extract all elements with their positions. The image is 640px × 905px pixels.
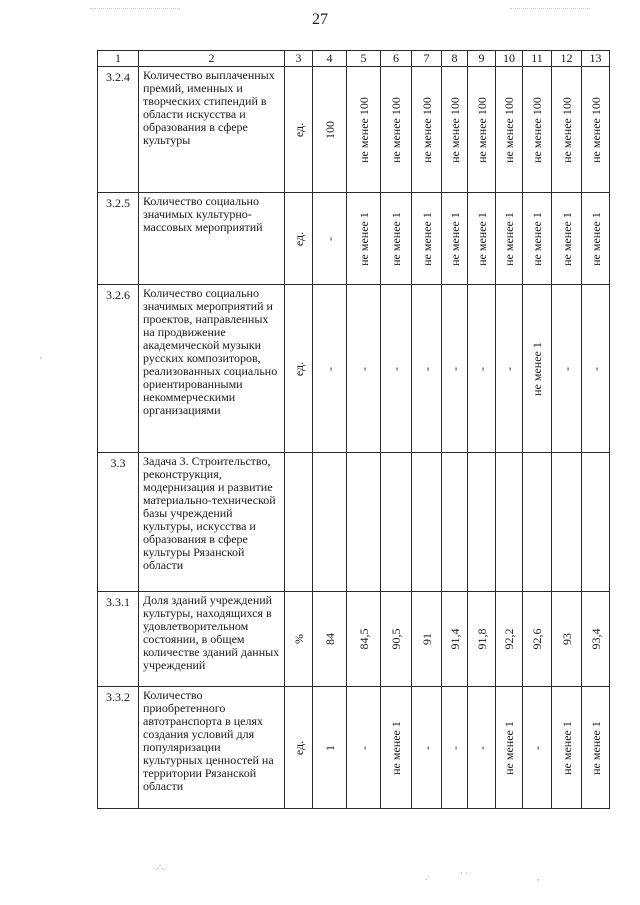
row-value: -	[530, 745, 544, 750]
row-value: 92,2	[502, 628, 516, 650]
row-value-cell	[496, 285, 523, 453]
row-value: не менее 1	[588, 720, 603, 775]
scan-speck: .∴.	[155, 862, 166, 872]
row-base-value: -	[322, 366, 337, 371]
row-name: Количество приобретенного автотранспорта в целях создания условий для популяризации культурных ценностей на территории Рязанской области	[139, 687, 285, 809]
table-row	[98, 687, 610, 809]
row-code: 3.3.1	[98, 592, 139, 687]
row-unit-cell	[285, 453, 313, 592]
table-body	[98, 51, 610, 809]
row-value: не менее 1	[389, 720, 403, 775]
row-value: -	[419, 745, 434, 750]
row-name: Количество выплаченных премий, именных и творческих стипендий в области искусства и образования в сфере культуры	[139, 67, 285, 193]
row-value-cell	[552, 193, 582, 285]
row-value-cell	[412, 453, 442, 592]
header-cell: 2	[139, 51, 285, 67]
indicators-table-wrap	[97, 50, 610, 809]
row-unit-cell	[285, 67, 313, 193]
row-value: 90,5	[389, 628, 403, 650]
row-value: -	[502, 366, 516, 371]
row-value-cell	[381, 285, 412, 453]
row-unit: %	[291, 634, 306, 644]
row-value-cell	[442, 285, 468, 453]
header-cell: 1	[98, 51, 139, 67]
row-value: не менее 100	[474, 96, 489, 163]
header-cell: 12	[552, 51, 582, 67]
header-cell: 6	[381, 51, 412, 67]
row-code: 3.3.2	[98, 687, 139, 809]
row-name: Количество социально значимых культурно-массовых мероприятий	[139, 193, 285, 285]
row-value-cell	[496, 687, 523, 809]
row-value-cell	[442, 453, 468, 592]
row-value-cell	[347, 592, 381, 687]
row-value-cell	[412, 592, 442, 687]
row-value-cell	[442, 67, 468, 193]
row-value-cell	[381, 193, 412, 285]
row-base-value-cell	[313, 67, 347, 193]
row-value-cell	[582, 453, 610, 592]
row-value-cell	[468, 453, 496, 592]
scan-speck: .·	[425, 872, 431, 882]
row-value: -	[447, 366, 462, 371]
row-value-cell	[442, 592, 468, 687]
header-cell: 8	[442, 51, 468, 67]
row-value: 93,4	[588, 628, 603, 650]
row-value: не менее 1	[447, 211, 462, 266]
row-value-cell	[496, 592, 523, 687]
row-value: 91,8	[474, 628, 489, 650]
row-base-value-cell	[313, 592, 347, 687]
row-value-cell	[468, 67, 496, 193]
row-unit-cell	[285, 687, 313, 809]
row-value-cell	[496, 67, 523, 193]
row-value-cell	[468, 592, 496, 687]
row-value-cell	[523, 592, 552, 687]
row-value: не менее 100	[447, 96, 462, 163]
row-code: 3.2.5	[98, 193, 139, 285]
row-value: не менее 100	[502, 96, 516, 163]
row-value-cell	[412, 67, 442, 193]
row-value: -	[356, 366, 371, 371]
row-value: не менее 1	[530, 341, 544, 396]
row-value-cell	[523, 67, 552, 193]
row-value: -	[356, 745, 371, 750]
row-value: не менее 100	[356, 96, 371, 163]
row-value-cell	[582, 67, 610, 193]
scan-speck: ,	[537, 872, 540, 882]
row-base-value: 1	[322, 744, 337, 751]
row-value: 84,5	[356, 628, 371, 650]
row-value-cell	[552, 592, 582, 687]
row-name: Задача 3. Строительство, реконструкция, модернизация и развитие материально-технической базы учреждений культуры, искусства и образования в сфере культуры Рязанской области	[139, 453, 285, 592]
row-value-cell	[552, 285, 582, 453]
row-value: -	[474, 366, 489, 371]
row-name: Доля зданий учреждений культуры, находящихся в удовлетворительном состоянии, в общем количестве зданий данных учреждений	[139, 592, 285, 687]
row-value-cell	[468, 687, 496, 809]
row-value: не менее 1	[559, 211, 574, 266]
header-cell: 7	[412, 51, 442, 67]
row-value-cell	[468, 193, 496, 285]
row-value: -	[419, 366, 434, 371]
row-code: 3.2.6	[98, 285, 139, 453]
row-code: 3.2.4	[98, 67, 139, 193]
indicators-table	[97, 50, 610, 809]
row-value-cell	[347, 453, 381, 592]
row-value: не менее 1	[389, 211, 403, 266]
scan-speck: · ·	[460, 868, 469, 878]
row-value-cell	[496, 453, 523, 592]
row-value-cell	[381, 687, 412, 809]
row-value: не менее 1	[502, 211, 516, 266]
row-value-cell	[442, 193, 468, 285]
row-unit-cell	[285, 285, 313, 453]
header-cell: 11	[523, 51, 552, 67]
row-value-cell	[552, 67, 582, 193]
row-value: 91	[419, 633, 434, 645]
row-value-cell	[347, 687, 381, 809]
row-value-cell	[412, 285, 442, 453]
row-value: -	[559, 366, 574, 371]
row-value: -	[389, 366, 403, 371]
row-value: не менее 1	[356, 211, 371, 266]
row-value-cell	[347, 193, 381, 285]
row-value: не менее 1	[502, 720, 516, 775]
row-value: не менее 100	[389, 96, 403, 163]
row-value: не менее 100	[530, 96, 544, 163]
row-value: не менее 1	[559, 720, 574, 775]
row-value: -	[474, 745, 489, 750]
row-value-cell	[347, 285, 381, 453]
row-value: -	[447, 745, 462, 750]
row-value-cell	[582, 285, 610, 453]
row-value: -	[588, 366, 603, 371]
table-row	[98, 453, 610, 592]
scan-artifact-line	[510, 8, 590, 10]
row-value-cell	[523, 285, 552, 453]
row-value: не менее 100	[559, 96, 574, 163]
row-value: не менее 1	[419, 211, 434, 266]
table-row	[98, 285, 610, 453]
row-value-cell	[552, 687, 582, 809]
row-value: не менее 1	[530, 211, 544, 266]
table-row	[98, 592, 610, 687]
row-value-cell	[381, 592, 412, 687]
row-code: 3.3	[98, 453, 139, 592]
row-value-cell	[442, 687, 468, 809]
table-row	[98, 67, 610, 193]
row-value: не менее 1	[588, 211, 603, 266]
row-unit: ед.	[291, 361, 306, 376]
row-base-value: 84	[322, 633, 337, 645]
row-unit-cell	[285, 193, 313, 285]
scan-speck: ,	[40, 350, 43, 360]
row-value-cell	[582, 687, 610, 809]
row-base-value-cell	[313, 193, 347, 285]
row-value-cell	[582, 592, 610, 687]
row-value: не менее 100	[588, 96, 603, 163]
row-value-cell	[523, 193, 552, 285]
row-value-cell	[523, 687, 552, 809]
row-value-cell	[496, 193, 523, 285]
row-value-cell	[468, 285, 496, 453]
row-base-value: 100	[322, 120, 337, 139]
row-value-cell	[381, 67, 412, 193]
row-value: 91,4	[447, 628, 462, 650]
scan-artifact-line	[90, 8, 180, 10]
row-unit: ед.	[291, 122, 306, 137]
row-value-cell	[412, 687, 442, 809]
row-value: не менее 100	[419, 96, 434, 163]
row-value-cell	[552, 453, 582, 592]
row-unit-cell	[285, 592, 313, 687]
header-cell: 13	[582, 51, 610, 67]
row-base-value-cell	[313, 687, 347, 809]
row-base-value-cell	[313, 285, 347, 453]
header-cell: 9	[468, 51, 496, 67]
page-number: 27	[312, 11, 328, 28]
header-row	[98, 51, 610, 67]
row-value: 93	[559, 633, 574, 645]
header-cell: 5	[347, 51, 381, 67]
row-unit: ед.	[291, 740, 306, 755]
header-cell: 10	[496, 51, 523, 67]
header-cell: 3	[285, 51, 313, 67]
row-unit: ед.	[291, 231, 306, 246]
row-base-value-cell	[313, 453, 347, 592]
row-value-cell	[412, 193, 442, 285]
table-row	[98, 193, 610, 285]
row-value: не менее 1	[474, 211, 489, 266]
row-value-cell	[381, 453, 412, 592]
row-value-cell	[523, 453, 552, 592]
row-value-cell	[582, 193, 610, 285]
row-base-value: -	[322, 236, 337, 241]
header-cell: 4	[313, 51, 347, 67]
row-value: 92,6	[530, 628, 544, 650]
row-name: Количество социально значимых мероприятий и проектов, направленных на продвижение академической музыки русских композиторов, реализованных социально ориентированными некоммерческими организациями	[139, 285, 285, 453]
row-value-cell	[347, 67, 381, 193]
